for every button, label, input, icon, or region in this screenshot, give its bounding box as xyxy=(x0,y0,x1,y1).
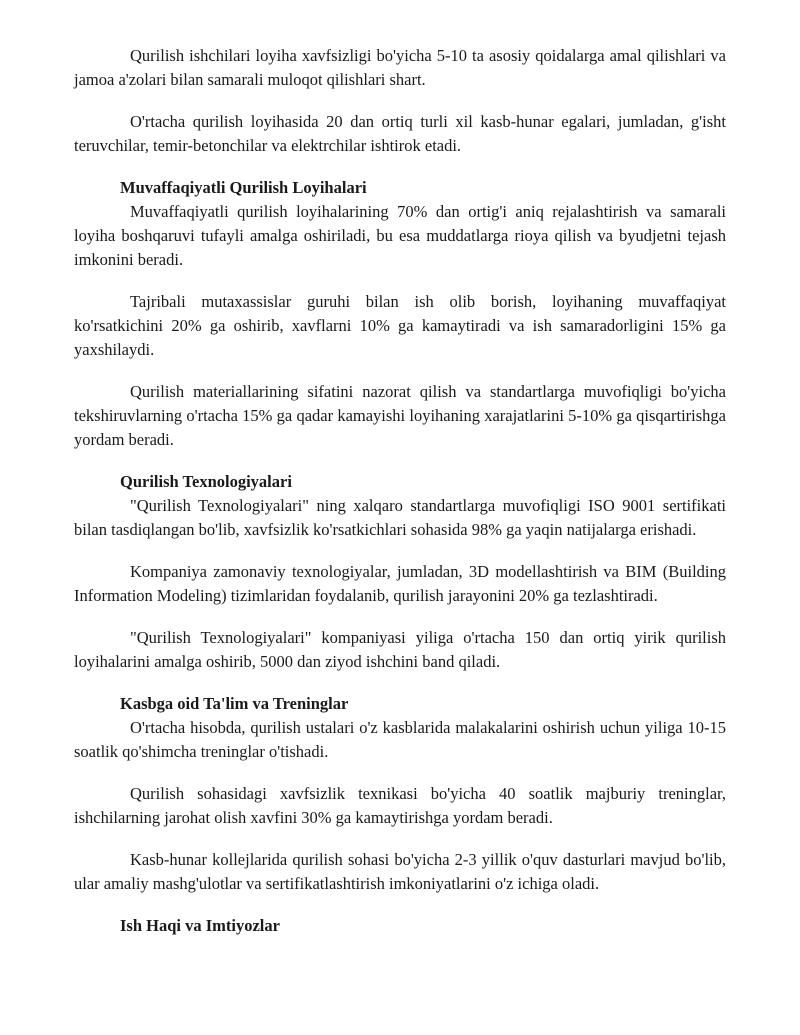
section-paragraph: "Qurilish Texnologiyalari" kompaniyasi yiliga o'rtacha 150 dan ortiq yirik qurilish loyihalarini amalga oshirib, 5000 dan ziyod ishchini band qiladi. xyxy=(74,628,726,671)
section-heading: Qurilish Texnologiyalari xyxy=(120,472,292,491)
section-construction-technologies xyxy=(74,470,726,674)
intro-paragraph-1: Qurilish ishchilari loyiha xavfsizligi bo'yicha 5-10 ta asosiy qoidalarga amal qilishlari va jamoa a'zolari bilan samarali muloqot qilishlari shart. xyxy=(74,46,726,89)
section-paragraph: Kasb-hunar kollejlarida qurilish sohasi bo'yicha 2-3 yillik o'quv dasturlari mavjud bo'lib, ular amaliy mashg'ulotlar va sertifikatlashtirish imkoniyatlarini o'z ichiga oladi. xyxy=(74,850,726,893)
section-paragraph: Qurilish materiallarining sifatini nazorat qilish va standartlarga muvofiqligi bo'yicha tekshiruvlarning o'rtacha 15% ga qadar kamayishi loyihaning xarajatlarini 5-10% ga qisqartirishga yordam beradi. xyxy=(74,382,726,449)
section-heading: Muvaffaqiyatli Qurilish Loyihalari xyxy=(120,178,367,197)
section-paragraph: Qurilish sohasidagi xavfsizlik texnikasi bo'yicha 40 soatlik majburiy treninglar, ishchilarning jarohat olish xavfini 30% ga kamaytirishga yordam beradi. xyxy=(74,784,726,827)
section-paragraph: "Qurilish Texnologiyalari" ning xalqaro standartlarga muvofiqligi ISO 9001 sertifikati bilan tasdiqlangan bo'lib, xavfsizlik ko'rsatkichlari sohasida 98% ga yaqin natijalarga erishadi. xyxy=(74,496,726,539)
section-training xyxy=(74,692,726,896)
section-heading: Ish Haqi va Imtiyozlar xyxy=(120,916,280,935)
document-page xyxy=(74,44,726,938)
section-paragraph: Kompaniya zamonaviy texnologiyalar, jumladan, 3D modellashtirish va BIM (Building Information Modeling) tizimlaridan foydalanib, qurilish jarayonini 20% ga tezlashtiradi. xyxy=(74,562,726,605)
section-salary-benefits xyxy=(74,914,726,938)
section-heading: Kasbga oid Ta'lim va Treninglar xyxy=(120,694,349,713)
intro-paragraph-2: O'rtacha qurilish loyihasida 20 dan ortiq turli xil kasb-hunar egalari, jumladan, g'isht teruvchilar, temir-betonchilar va elektrchilar ishtirok etadi. xyxy=(74,112,726,155)
section-successful-projects xyxy=(74,176,726,452)
section-paragraph: O'rtacha hisobda, qurilish ustalari o'z kasblarida malakalarini oshirish uchun yiliga 10-15 soatlik qo'shimcha treninglar o'tishadi. xyxy=(74,718,726,761)
section-paragraph: Tajribali mutaxassislar guruhi bilan ish olib borish, loyihaning muvaffaqiyat ko'rsatkichini 20% ga oshirib, xavflarni 10% ga kamaytiradi va ish samaradorligini 15% ga yaxshilaydi. xyxy=(74,292,726,359)
section-paragraph: Muvaffaqiyatli qurilish loyihalarining 70% dan ortig'i aniq rejalashtirish va samarali loyiha boshqaruvi tufayli amalga oshiriladi, bu esa muddatlarga rioya qilish va byudjetni tejash imkonini beradi. xyxy=(74,202,726,269)
